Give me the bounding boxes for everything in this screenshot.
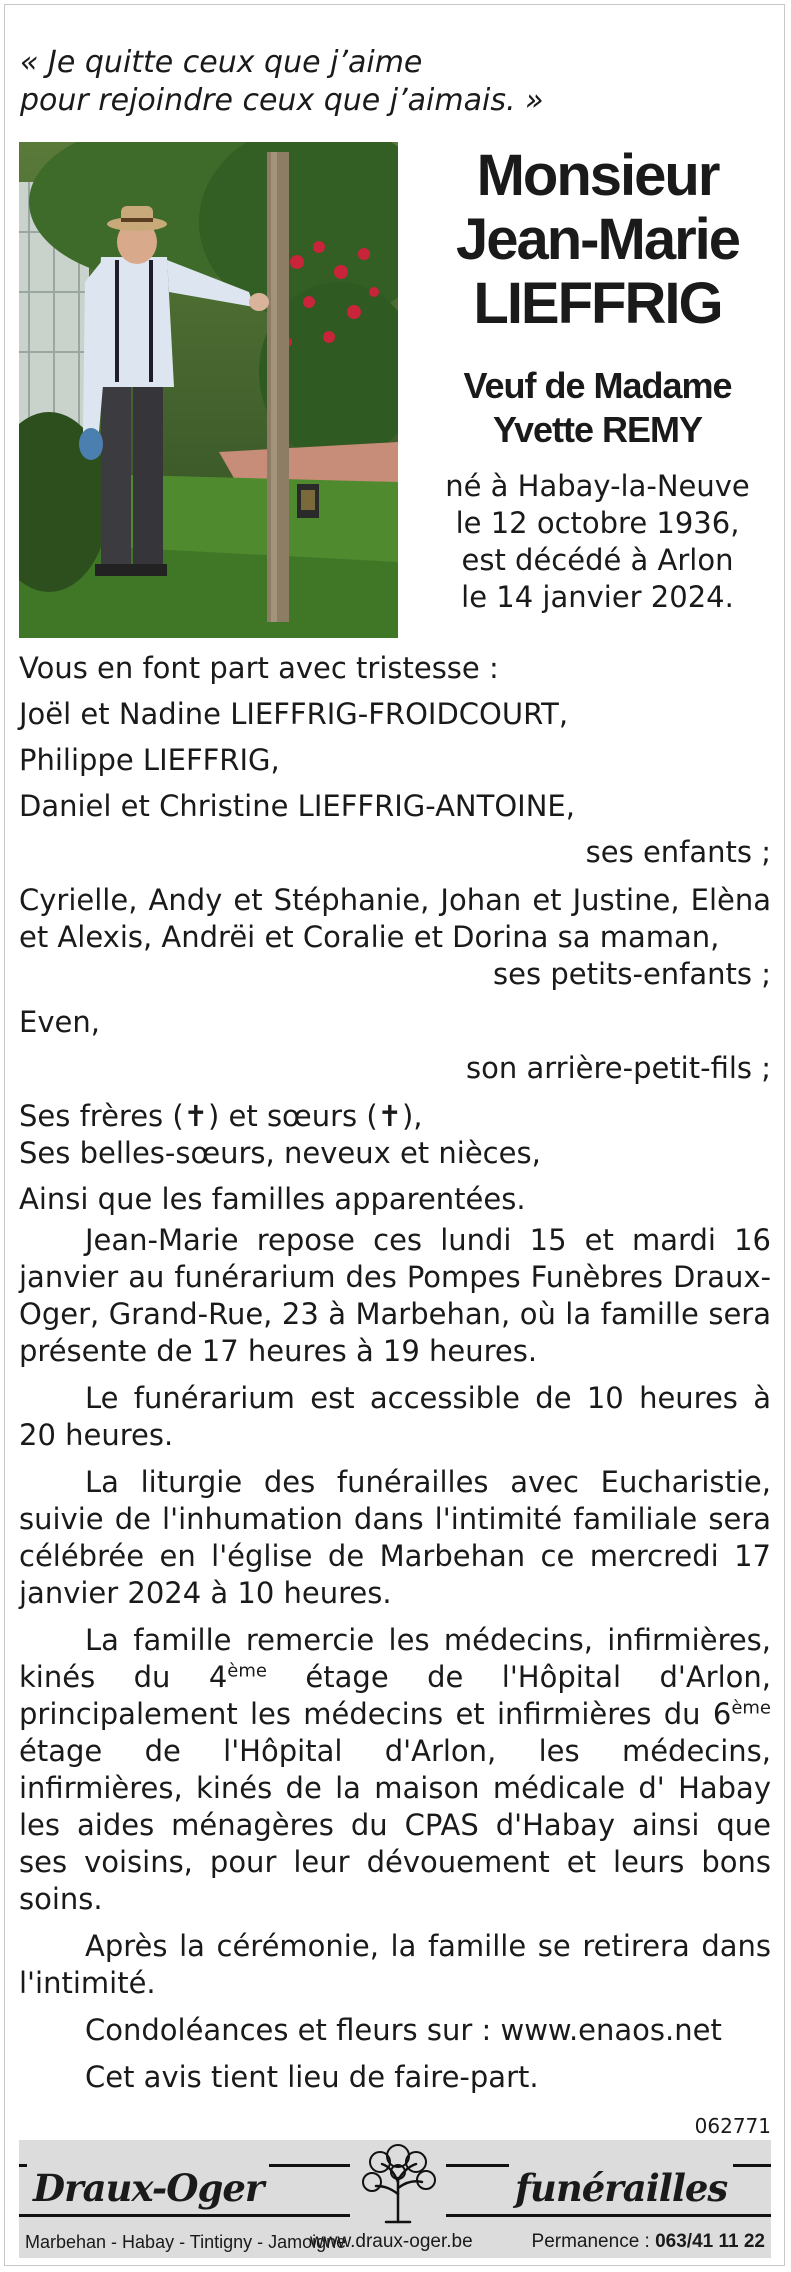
great-grandchild-entry: Even, bbox=[19, 1005, 100, 1039]
funeral-home-footer bbox=[19, 2140, 771, 2258]
date-line: le 12 octobre 1936, bbox=[455, 506, 740, 540]
other-relatives: Ainsi que les familles apparentées. bbox=[19, 1182, 526, 1216]
name-line: Jean-Marie bbox=[455, 207, 740, 272]
funerarium-hours-paragraph: Le funérarium est accessible de 10 heures à 20 heures. bbox=[19, 1381, 771, 1452]
grandchildren-label: ses petits-enfants ; bbox=[493, 957, 771, 991]
child-entry: Philippe LIEFFRIG, bbox=[19, 743, 280, 777]
deceased-name bbox=[410, 144, 785, 336]
grandchildren-list: Cyrielle, Andy et Stéphanie, Johan et Justine, Elèna et Alexis, Andrëi et Coralie et Dorina sa maman, bbox=[19, 883, 771, 954]
other-relatives: Ses belles-sœurs, neveux et nièces, bbox=[19, 1136, 541, 1170]
children-label: ses enfants ; bbox=[585, 835, 771, 869]
spouse-info bbox=[410, 364, 785, 452]
family-intro: Vous en font part avec tristesse : bbox=[19, 651, 499, 685]
reference-code: 062771 bbox=[694, 2114, 771, 2138]
thanks-paragraph bbox=[19, 1622, 771, 1918]
thanks-text: étage de l'Hôpital d'Arlon, les médecins, infirmières, kinés de la maison médicale d' Habay les aides ménagères du CPAS d'Habay ainsi que ses voisins, pour leur dévouement et leurs bons soins. bbox=[19, 1734, 771, 1916]
name-line: Monsieur bbox=[476, 143, 719, 208]
spouse-line: Veuf de Madame bbox=[463, 365, 732, 406]
thanks-text: étage de l'Hôpital d'Arlon, principalement les médecins et infirmières du 6 bbox=[19, 1660, 771, 1731]
tree-logo-icon bbox=[350, 2142, 446, 2226]
quote-line: pour rejoindre ceux que j’aimais. » bbox=[20, 83, 544, 118]
name-line: LIEFFRIG bbox=[473, 271, 722, 336]
portrait-photo-illustration bbox=[19, 142, 398, 638]
date-line: né à Habay-la-Neuve bbox=[445, 469, 750, 503]
portrait-photo bbox=[19, 142, 398, 638]
after-ceremony-paragraph: Après la cérémonie, la famille se retirera dans l'intimité. bbox=[19, 1929, 771, 2000]
tree-logo-svg bbox=[350, 2142, 446, 2226]
visitation-paragraph: Jean-Marie repose ces lundi 15 et mardi 16 janvier au funérarium des Pompes Funèbres Draux-Oger, Grand-Rue, 23 à Marbehan, où la famille sera présente de 17 heures à 19 heures. bbox=[19, 1223, 771, 1368]
notice-body bbox=[19, 650, 771, 2106]
ordinal-suffix: ème bbox=[227, 1660, 267, 1682]
deceased-header bbox=[410, 142, 785, 616]
permanence-label: Permanence : bbox=[531, 2231, 656, 2252]
spouse-line: Yvette REMY bbox=[492, 409, 703, 450]
liturgy-paragraph: La liturgie des funérailles avec Eucharistie, suivie de l'inhumation dans l'intimité familiale sera célébrée en l'église de Marbehan ce mercredi 17 janvier 2024 à 10 heures. bbox=[19, 1465, 771, 1610]
phone-number: 063/41 11 22 bbox=[655, 2231, 765, 2252]
date-line: le 14 janvier 2024. bbox=[461, 580, 734, 614]
branch-towns: Marbehan - Habay - Tintigny - Jamoigne bbox=[25, 2232, 347, 2252]
thanks-text: La famille remercie les médecins, infirmières, kinés du 4 bbox=[19, 1623, 771, 1694]
notice-paragraph: Cet avis tient lieu de faire-part. bbox=[85, 2060, 539, 2094]
date-line: est décédé à Arlon bbox=[461, 543, 734, 577]
child-entry: Daniel et Christine LIEFFRIG-ANTOINE, bbox=[19, 789, 575, 823]
epigraph-quote bbox=[20, 44, 760, 120]
footer-contact-bar bbox=[19, 2228, 771, 2256]
other-relatives: Ses frères (✝) et sœurs (✝), bbox=[19, 1099, 423, 1133]
condolences-paragraph: Condoléances et fleurs sur : www.enaos.net bbox=[85, 2013, 722, 2047]
funerailles-tagline: funérailles bbox=[509, 2164, 733, 2212]
website-link[interactable]: www.draux-oger.be bbox=[310, 2231, 473, 2252]
funeral-home-brand: Draux-Oger bbox=[27, 2164, 269, 2212]
birth-death-dates bbox=[410, 468, 785, 616]
child-entry: Joël et Nadine LIEFFRIG-FROIDCOURT, bbox=[19, 697, 569, 731]
permanence-phone bbox=[532, 2228, 765, 2256]
ordinal-suffix: ème bbox=[731, 1697, 771, 1719]
quote-line: « Je quitte ceux que j’aime bbox=[20, 45, 423, 80]
great-grandchild-label: son arrière-petit-fils ; bbox=[466, 1051, 771, 1085]
